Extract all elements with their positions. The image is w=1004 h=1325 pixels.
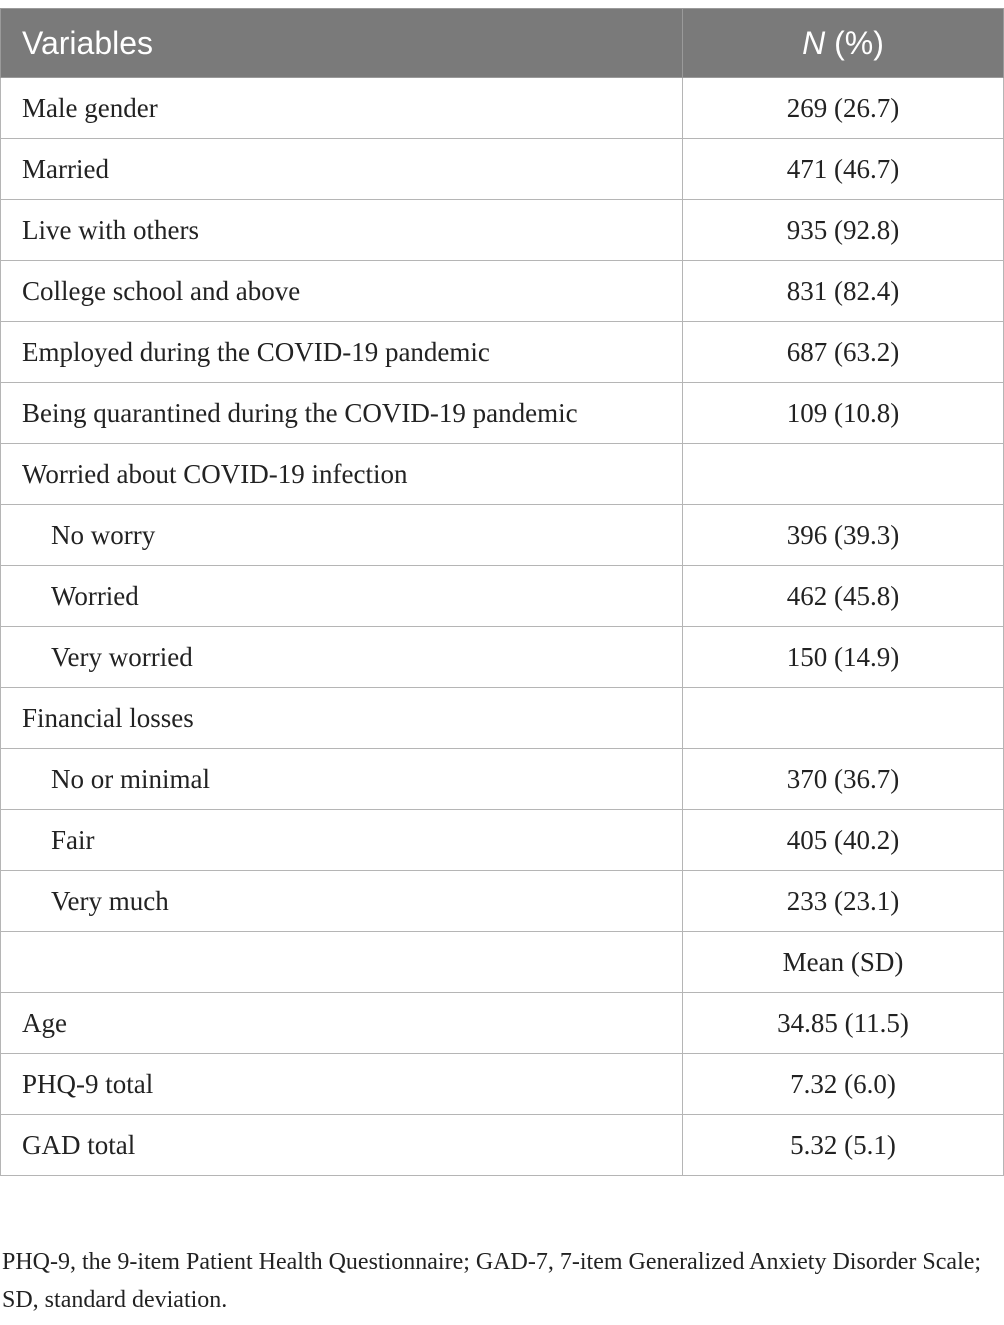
data-table-container (0, 8, 1004, 1176)
table-row (1, 871, 1004, 932)
row-value: 5.32 (5.1) (683, 1115, 1004, 1176)
table-row (1, 78, 1004, 139)
table-row (1, 688, 1004, 749)
row-label: Being quarantined during the COVID-19 pandemic (1, 383, 683, 444)
row-label: Male gender (1, 78, 683, 139)
row-value: 370 (36.7) (683, 749, 1004, 810)
table-row (1, 444, 1004, 505)
row-value: 405 (40.2) (683, 810, 1004, 871)
row-label: PHQ-9 total (1, 1054, 683, 1115)
row-label: Live with others (1, 200, 683, 261)
header-percent: (%) (825, 24, 884, 61)
table-row (1, 993, 1004, 1054)
table-row (1, 261, 1004, 322)
row-label: Employed during the COVID-19 pandemic (1, 322, 683, 383)
row-label: Married (1, 139, 683, 200)
table-row (1, 505, 1004, 566)
table-row (1, 322, 1004, 383)
row-value: 462 (45.8) (683, 566, 1004, 627)
table-row (1, 566, 1004, 627)
row-value: 269 (26.7) (683, 78, 1004, 139)
row-label: Financial losses (1, 688, 683, 749)
table-row (1, 139, 1004, 200)
header-row (1, 9, 1004, 78)
table-row (1, 200, 1004, 261)
table-row (1, 627, 1004, 688)
header-n-percent (683, 9, 1004, 78)
header-variables: Variables (1, 9, 683, 78)
row-label: No worry (1, 505, 683, 566)
row-value: 150 (14.9) (683, 627, 1004, 688)
row-value (683, 444, 1004, 505)
row-value: 7.32 (6.0) (683, 1054, 1004, 1115)
table-row (1, 1115, 1004, 1176)
table-footnote: PHQ-9, the 9-item Patient Health Questionnaire; GAD-7, 7-item Generalized Anxiety Disorder Scale; SD, standard deviation. (2, 1249, 982, 1313)
row-label (1, 932, 683, 993)
row-label: Worried about COVID-19 infection (1, 444, 683, 505)
header-n-italic: N (802, 24, 826, 61)
table-header (1, 9, 1004, 78)
row-value: 109 (10.8) (683, 383, 1004, 444)
row-label: College school and above (1, 261, 683, 322)
table-row (1, 1054, 1004, 1115)
row-label: Worried (1, 566, 683, 627)
row-label: Age (1, 993, 683, 1054)
row-value: 471 (46.7) (683, 139, 1004, 200)
row-label: Very much (1, 871, 683, 932)
row-value: 233 (23.1) (683, 871, 1004, 932)
row-value: 396 (39.3) (683, 505, 1004, 566)
row-value: Mean (SD) (683, 932, 1004, 993)
row-label: No or minimal (1, 749, 683, 810)
table-row (1, 810, 1004, 871)
table-body (1, 78, 1004, 1176)
table-row (1, 383, 1004, 444)
row-value (683, 688, 1004, 749)
row-value: 935 (92.8) (683, 200, 1004, 261)
table-row (1, 932, 1004, 993)
table-row (1, 749, 1004, 810)
row-value: 687 (63.2) (683, 322, 1004, 383)
row-value: 831 (82.4) (683, 261, 1004, 322)
row-label: Fair (1, 810, 683, 871)
row-label: Very worried (1, 627, 683, 688)
row-value: 34.85 (11.5) (683, 993, 1004, 1054)
demographics-table (0, 8, 1004, 1176)
row-label: GAD total (1, 1115, 683, 1176)
